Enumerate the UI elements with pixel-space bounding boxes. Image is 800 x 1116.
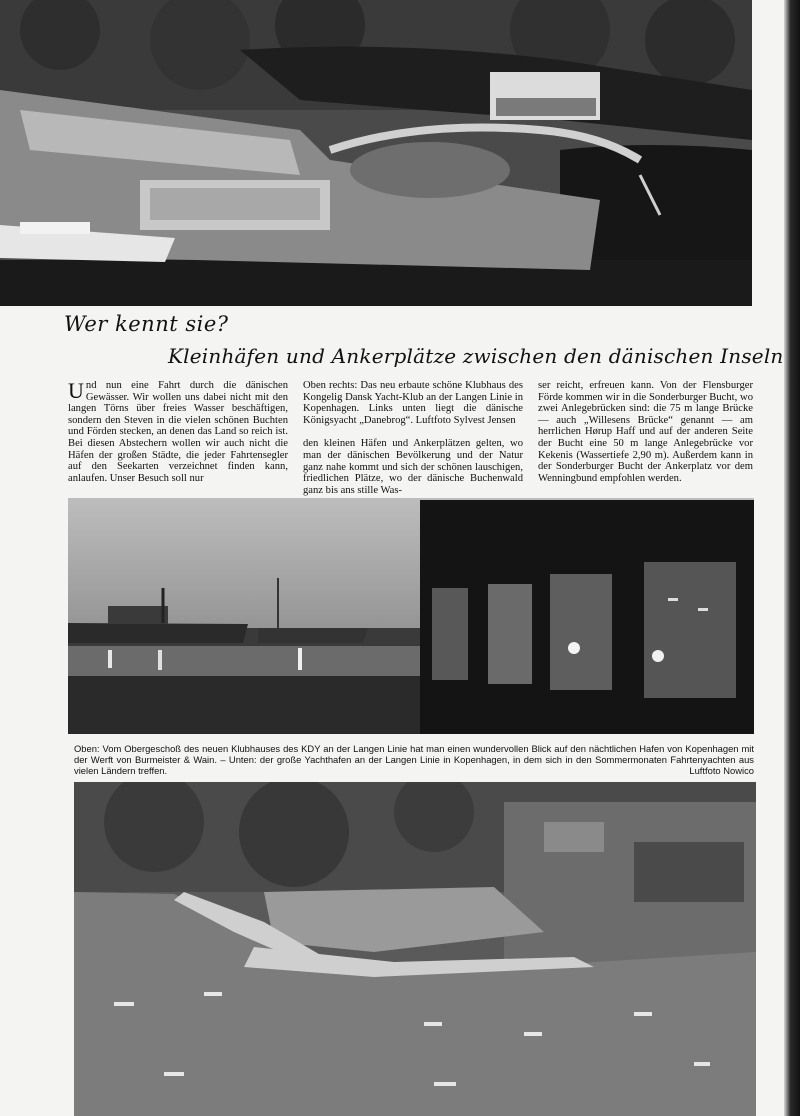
aerial-photo-clubhouse [0, 0, 752, 306]
photo-caption-middle [74, 744, 754, 776]
photo-caption-top: Oben rechts: Das neu erbaute schöne Klubhaus des Kongelig Dansk Yacht-Klub an der Langen Linie in Kopenhagen. Links unten liegt die dänische Königsyacht „Danebrog“. Luftfoto Sylvest Jensen [303, 380, 523, 426]
night-harbour-photo-drawing [68, 498, 754, 734]
caption-middle-text: Oben: Vom Obergeschoß des neuen Klubhauses des KDY an der Langen Linie hat man einen wundervollen Blick auf den nächtlichen Hafen von Kopenhagen mit der Werft von Burmeister & Wain. – Unten: der große Yachthafen an der Langen Linie in Kopenhagen, in dem sich in den Sommermonaten Fahrtenyachten aus vielen Ländern treffen. [74, 743, 754, 776]
column-1-text: nd nun eine Fahrt durch die dänischen Gewässer. Wir wollen uns dabei nicht mit den langen Törns über freies Wasser beschäftigen, sondern den Steven in die vielen schönen Buchten und Förden stecken, an denen das Land so reich ist. Bei diesen Abstechern wollen wir auch nicht die Häfen der großen Städte, die jeder Fahrtensegler auf den Seekarten verzeichnet finden kann, anlaufen. Unser Besuch soll nur [68, 380, 288, 484]
title-line-1: Wer kennt sie? [64, 312, 229, 336]
article-column-1 [68, 380, 288, 484]
column-2-text: den kleinen Häfen und Ankerplätzen gelten, wo man der dänischen Bevölkerung und der Natur ganz nahe kommt und sich der schönen lauschigen, friedlichen Plätze, wo der dänische Buchenwald ganz bis ans stille Was- [303, 438, 523, 496]
night-harbour-photo [68, 498, 754, 734]
photo-credit: Luftfoto Nowico [689, 764, 754, 776]
column-3-text: ser reicht, erfreuen kann. Von der Flensburger Förde kommen wir in die Sonderburger Bucht, wo zwei Anlegebrücken sind: die 75 m lange Brücke — auch „Willesens Brücke“ genannt — am herrlichen Hørup Haff und auf der anderen Seite der Bucht eine 50 m lange Anlegebrücke vor Kekenis (Wassertiefe 2,90 m). Außerdem kann in der Sonderburger Bucht der Ankerplatz vor dem Wenningbund empfohlen werden. [538, 380, 753, 484]
aerial-photo-yacht-harbour-drawing [74, 782, 756, 1116]
drop-cap: U [68, 378, 84, 403]
aerial-photo-yacht-harbour [74, 782, 756, 1116]
aerial-photo-clubhouse-drawing [0, 0, 752, 306]
article-column-3 [538, 380, 753, 484]
title-line-2: Kleinhäfen und Ankerplätze zwischen den dänischen Inseln [168, 344, 784, 368]
article-column-2 [303, 380, 523, 496]
page-edge-shadow [784, 0, 800, 1116]
